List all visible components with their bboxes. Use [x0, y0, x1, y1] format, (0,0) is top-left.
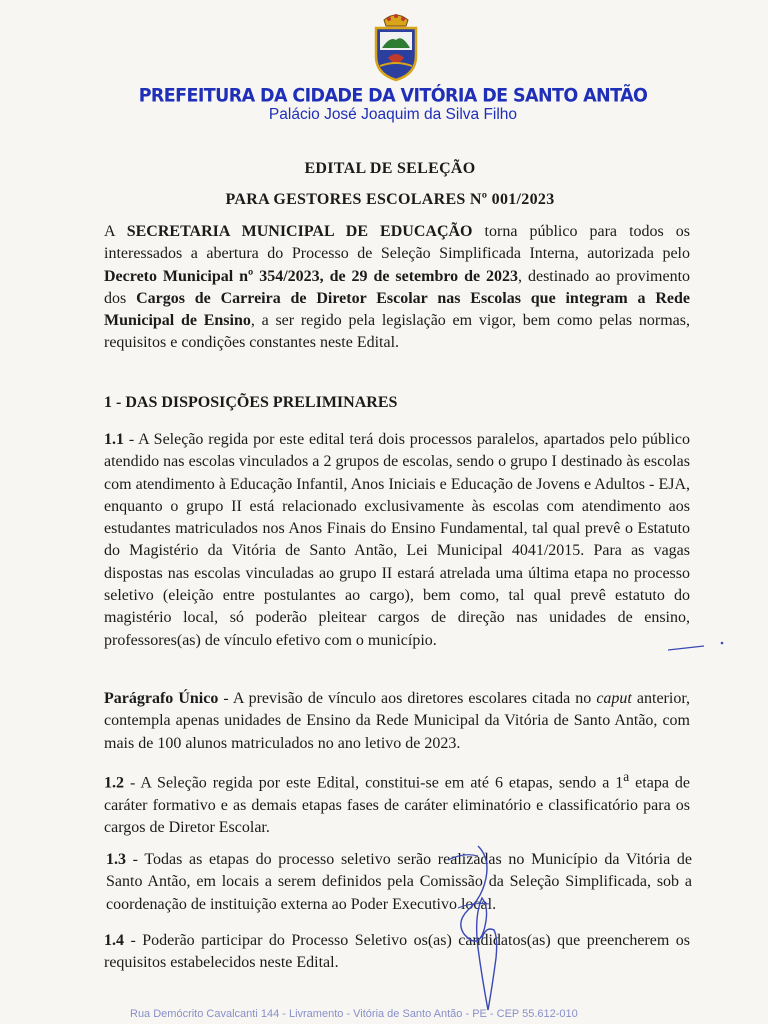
item-1-3: 1.3 - Todas as etapas do processo seletivo serão realizadas no Município da Vitória de Santo Antão, em locais a serem definidos pela Comissão da Seleção Simplificada, sob a coordenação de instituição externa ao Poder Executivo local. — [106, 851, 692, 913]
section-heading: 1 - DAS DISPOSIÇÕES PRELIMINARES — [104, 394, 398, 411]
footer-address: Rua Demócrito Cavalcanti 144 - Livramento - Vitória de Santo Antão - PE - CEP 55.612-010 — [130, 1008, 578, 1020]
municipal-coat-of-arms-icon — [370, 10, 422, 82]
palace-name: Palácio José Joaquim da Silva Filho — [268, 106, 518, 123]
item-1-2: 1.2 - A Seleção regida por este Edital, constitui-se em até 6 etapas, sendo a 1$^a$ etapa de caráter formativo e as demais etapas fases de caráter eliminatório e classificatório para os cargos de Diretor Escolar. — [104, 769, 691, 836]
organization-name: PREFEITURA DA CIDADE DA VITÓRIA DE SANTO ANTÃO — [138, 85, 648, 107]
item-1-1: 1.1 - A Seleção regida por este edital terá dois processos paralelos, apartados pelo público atendido nas escolas vinculados a 2 grupos de escolas, sendo o grupo I destinado às escolas com atendimento à Educação Infantil, Anos Iniciais e Educação de Jovens e Adultos - EJA, enquanto o grupo II está relacionado exclusivamente às escolas com atendimento aos estudantes matriculados nos Anos Finais do Ensino Fundamental, tal qual prevê o Estatuto do Magistério da Vitória de Santo Antão, Lei Municipal 4041/2015. Para as vagas dispostas nas escolas vinculadas ao grupo II estará atrelada uma última etapa no processo seletivo (eleição entre postulantes ao cargo), bem como, tal qual prevê estatuto do magistério local, só poderão pleitear cargos de direção nas unidades de ensino, professores(as) de vínculo efetivo com o município. — [104, 431, 690, 649]
document-subtitle: PARA GESTORES ESCOLARES Nº 001/2023 — [225, 191, 555, 208]
item-1-4: 1.4 - Poderão participar do Processo Seletivo os(as) candidatos(as) que preencherem os requisitos estabelecidos neste Edital. — [104, 932, 690, 972]
pen-stroke-mark — [666, 640, 726, 654]
paragrafo-unico: Parágrafo Único - A previsão de vínculo aos diretores escolares citada no caput anterior, contempla apenas unidades de Ensino da Rede Municipal da Vitória de Santo Antão, com mais de 100 alunos matriculados no ano letivo de 2023. — [104, 690, 691, 752]
intro-paragraph: A SECRETARIA MUNICIPAL DE EDUCAÇÃO torna público para todos os interessados a abertura do Processo de Seleção Simplificada Interna, autorizada pelo Decreto Municipal nº 354/2023, de 29 de setembro de 2023, destinado ao provimento dos Cargos de Carreira de Diretor Escolar nas Escolas que integram a Rede Municipal de Ensino, a ser regido pela legislação em vigor, bem como pelas normas, requisitos e condições constantes neste Edital. — [104, 223, 691, 352]
document-title: EDITAL DE SELEÇÃO — [304, 160, 476, 177]
handwritten-signature-icon — [438, 838, 518, 1018]
